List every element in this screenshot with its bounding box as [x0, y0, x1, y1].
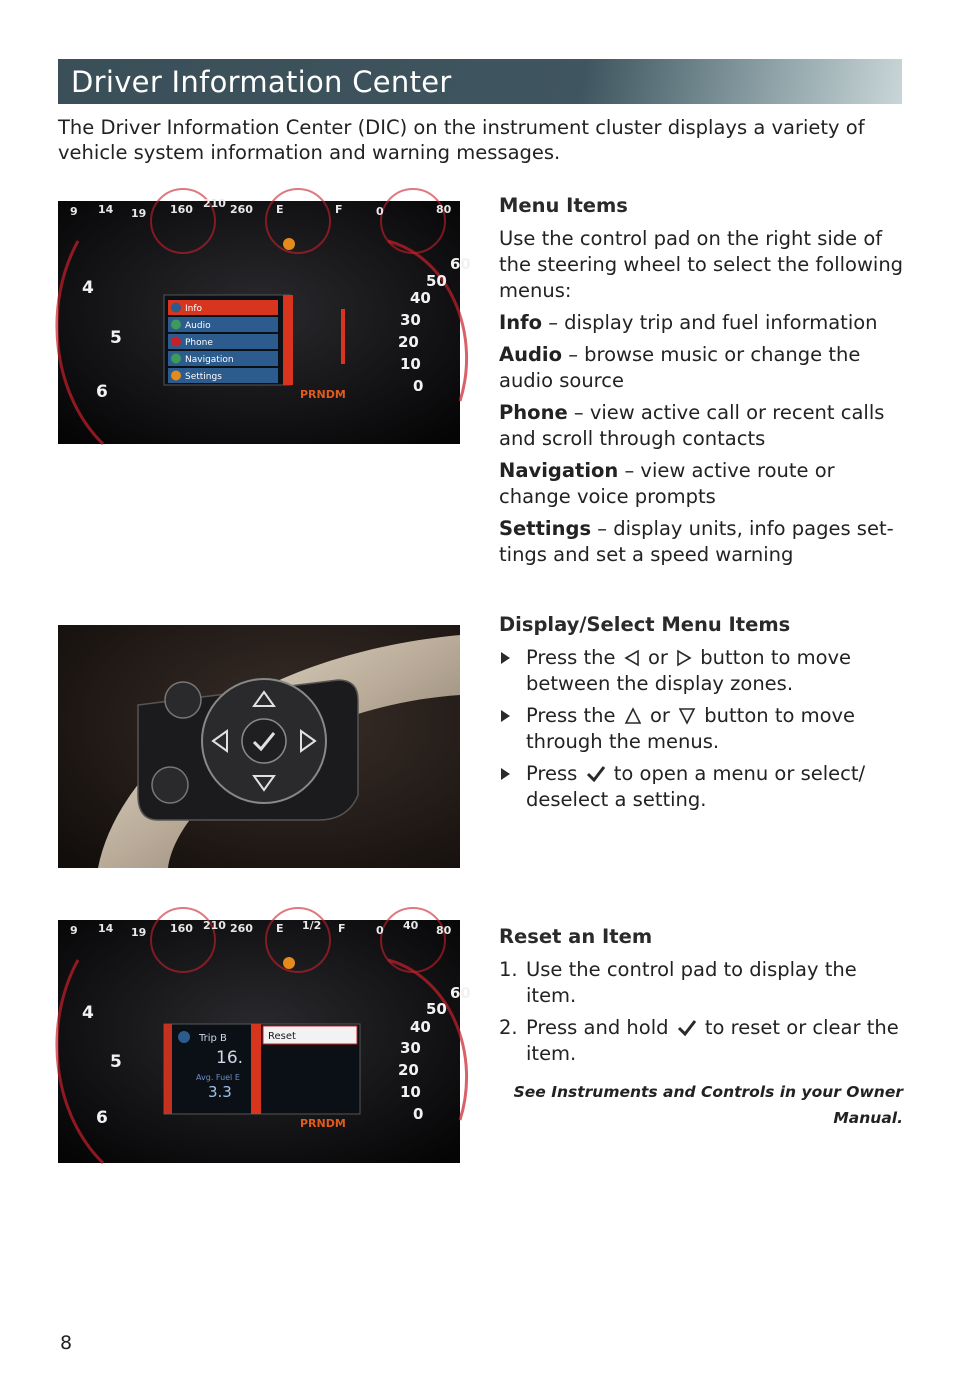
gauge-label: 0 — [376, 205, 384, 218]
gauge-label: 19 — [131, 207, 147, 220]
gauge-label: 19 — [131, 926, 147, 939]
right-arrow-icon — [676, 649, 692, 667]
gauge-label: 14 — [98, 203, 114, 216]
gauge-label: 80 — [436, 203, 452, 216]
speed-number: 50 — [426, 272, 447, 290]
bullet-item: Press the or button to move between the display zones. — [499, 645, 909, 697]
gauge-label: 14 — [98, 922, 114, 935]
checkmark-icon — [586, 765, 606, 783]
up-arrow-icon — [624, 707, 642, 725]
tach-number: 5 — [110, 328, 122, 348]
menu-item-phone: Phone — [185, 338, 213, 348]
checkmark-icon — [677, 1019, 697, 1037]
speed-number: 20 — [398, 1061, 419, 1079]
speed-number: 30 — [400, 311, 421, 329]
owner-manual-note: See Instruments and Controls in your Owner Manual. — [513, 1083, 903, 1127]
trip-value: 16. — [216, 1048, 244, 1068]
reset-section — [499, 924, 909, 1131]
reset-label: Reset — [268, 1031, 296, 1042]
gauge-label: E — [276, 203, 284, 216]
speed-number: 50 — [426, 1000, 447, 1018]
steering-wheel-photo — [58, 625, 460, 868]
tach-number: 5 — [110, 1052, 122, 1072]
menu-items-intro: Use the control pad on the right side of the steering wheel to select the following menus: — [499, 227, 904, 302]
speed-number: 10 — [400, 355, 421, 373]
down-arrow-icon — [678, 707, 696, 725]
bullet-arrow-icon — [501, 710, 510, 722]
menu-item-desc: Navigation – view active route or change voice prompts — [499, 459, 835, 508]
gauge-label: E — [276, 922, 284, 935]
menu-item-info: Info — [185, 304, 203, 314]
menu-item-settings: Settings — [185, 372, 222, 382]
gauge-label: 80 — [436, 924, 452, 937]
gauge-label: 1/2 — [302, 919, 322, 932]
speed-number: 30 — [400, 1039, 421, 1057]
menu-item-desc: Settings – display units, info pages set-tings and set a speed warning — [499, 517, 894, 566]
bullet-arrow-icon — [501, 768, 510, 780]
section-title: Driver Information Center — [71, 65, 452, 99]
bullet-arrow-icon — [501, 652, 510, 664]
left-arrow-icon — [624, 649, 640, 667]
gauge-label: F — [335, 203, 343, 216]
menu-item-navigation: Navigation — [185, 355, 234, 365]
gauge-label: 40 — [403, 919, 419, 932]
fuel-value: 3.3 — [208, 1083, 232, 1101]
cluster-reset-photo — [58, 919, 471, 1163]
gear-indicator: PRNDM — [300, 388, 346, 401]
gauge-label: 9 — [70, 924, 78, 937]
gauge-label: 260 — [230, 922, 253, 935]
gear-indicator: PRNDM — [300, 1117, 346, 1130]
speed-number: 40 — [410, 289, 431, 307]
menu-items-section — [499, 193, 909, 574]
speed-number: 20 — [398, 333, 419, 351]
speed-number: 40 — [410, 1018, 431, 1036]
tach-number: 6 — [96, 382, 108, 402]
menu-item-desc: Info – display trip and fuel information — [499, 311, 878, 334]
gauge-label: 9 — [70, 205, 78, 218]
speed-number: 0 — [413, 377, 424, 395]
speed-number: 60 — [450, 984, 471, 1002]
speed-number: 60 — [450, 255, 471, 273]
speed-number: 0 — [413, 1105, 424, 1123]
menu-item-desc: Audio – browse music or change the audio source — [499, 343, 861, 392]
trip-label: Trip B — [199, 1033, 227, 1044]
display-select-heading: Display/Select Menu Items — [499, 613, 791, 636]
tach-number: 4 — [82, 278, 94, 298]
gauge-label: 160 — [170, 203, 193, 216]
gauge-label: 260 — [230, 203, 253, 216]
intro-paragraph: The Driver Information Center (DIC) on the instrument cluster displays a variety of vehicle system information and warning messages. — [58, 116, 865, 164]
gauge-label: 210 — [203, 919, 226, 932]
cluster-menu-photo — [58, 197, 471, 444]
tach-number: 6 — [96, 1108, 108, 1128]
menu-item-audio: Audio — [185, 321, 211, 331]
gauge-label: 0 — [376, 924, 384, 937]
page-number: 8 — [60, 1332, 73, 1354]
step-item: 1. Use the control pad to display the item. — [499, 958, 857, 1007]
gauge-label: 160 — [170, 922, 193, 935]
section-header-bar — [58, 59, 902, 104]
tach-number: 4 — [82, 1003, 94, 1023]
gauge-label: 210 — [203, 197, 226, 210]
gauge-label: F — [338, 922, 346, 935]
display-select-section — [499, 612, 909, 819]
bullet-item: Press to open a menu or select/ deselect a setting. — [499, 761, 909, 813]
reset-heading: Reset an Item — [499, 925, 653, 948]
speed-number: 10 — [400, 1083, 421, 1101]
step-item: 2. Press and hold to reset or clear the item. — [499, 1016, 899, 1065]
bullet-item: Press the or button to move through the menus. — [499, 703, 909, 755]
fuel-label: Avg. Fuel E — [196, 1073, 240, 1082]
menu-item-desc: Phone – view active call or recent calls and scroll through contacts — [499, 401, 885, 450]
menu-items-heading: Menu Items — [499, 194, 628, 217]
